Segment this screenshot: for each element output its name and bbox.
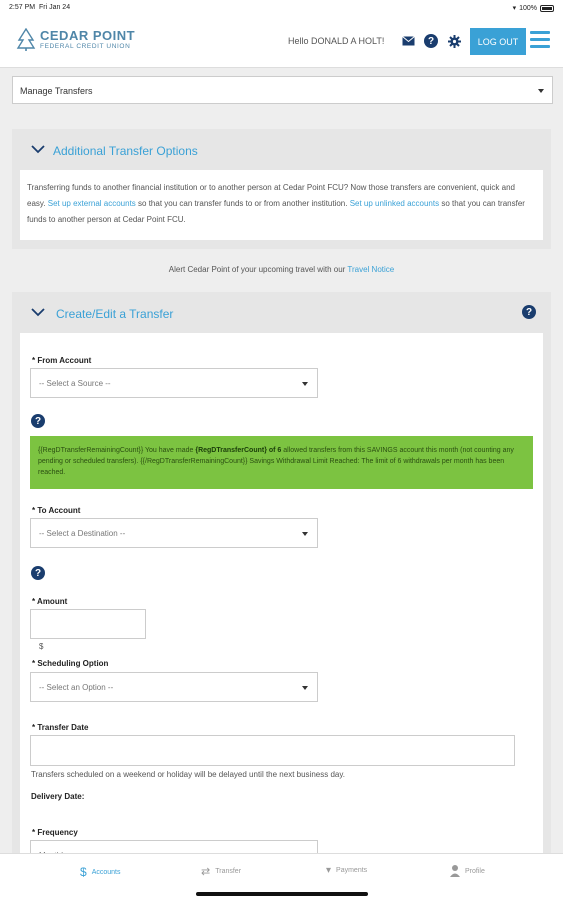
amount-input[interactable]	[30, 609, 146, 639]
tab-transfer-label: Transfer	[215, 868, 242, 875]
tab-accounts[interactable]	[80, 865, 120, 879]
home-indicator[interactable]	[196, 892, 368, 896]
logo[interactable]	[16, 28, 135, 52]
help-icon[interactable]: ?	[424, 34, 438, 48]
gear-icon[interactable]	[447, 34, 461, 48]
transfer-limit-notice: {{RegDTransferRemainingCount}} You have made {RegDTransferCount} of 6 allowed transfers from this SAVINGS account this month (not counting any pending or scheduled transfers). {{/RegDTransferRemainingCount}} Savings Withdrawal Limit Reached: The limit of 6 withdrawals per month has been reached.	[30, 436, 533, 489]
external-accounts-link[interactable]: Set up external accounts	[47, 199, 136, 208]
additional-options-body	[20, 170, 543, 240]
status-bar	[0, 0, 563, 16]
chevron-down-icon	[302, 686, 308, 690]
scheduling-option-placeholder: -- Select an Option --	[39, 683, 114, 692]
help-icon[interactable]: ?	[522, 305, 536, 319]
dollar-icon: $	[80, 865, 87, 879]
transfer-icon: ⇄	[201, 866, 211, 878]
chevron-down-icon	[538, 89, 544, 93]
travel-notice-line: Alert Cedar Point of your upcoming travel with our Travel Notice	[168, 265, 395, 274]
help-icon[interactable]: ?	[31, 566, 45, 580]
chevron-down-icon	[302, 532, 308, 536]
hamburger-menu-icon[interactable]	[530, 31, 550, 51]
amount-label: * Amount	[32, 597, 68, 606]
chevron-down-icon[interactable]	[31, 144, 45, 154]
from-account-select[interactable]	[30, 368, 318, 398]
tab-profile[interactable]	[450, 865, 485, 877]
battery-percent: 100%	[519, 4, 537, 12]
unlinked-accounts-link[interactable]: Set up unlinked accounts	[349, 199, 440, 208]
logo-line1: CEDAR POINT	[40, 28, 136, 43]
chevron-down-icon[interactable]	[31, 307, 45, 317]
mail-icon[interactable]	[401, 34, 415, 48]
payments-icon: ▾	[326, 865, 332, 876]
profile-icon	[450, 865, 460, 877]
battery-icon	[540, 5, 554, 12]
status-right	[513, 4, 554, 12]
transfer-date-input[interactable]	[30, 735, 515, 766]
delivery-date-label: Delivery Date:	[31, 792, 85, 801]
app-header	[0, 16, 563, 68]
additional-options-title[interactable]: Additional Transfer Options	[53, 144, 198, 158]
additional-options-panel	[12, 129, 551, 249]
logo-line2: FEDERAL CREDIT UNION	[40, 43, 131, 50]
tab-accounts-label: Accounts	[91, 868, 121, 876]
help-icon[interactable]: ?	[31, 414, 45, 428]
to-account-placeholder: -- Select a Destination --	[39, 529, 126, 538]
wifi-icon: ▾	[512, 5, 517, 12]
to-account-label: * To Account	[32, 506, 81, 515]
scheduling-option-select[interactable]	[30, 672, 318, 702]
tab-profile-label: Profile	[465, 867, 485, 875]
transfer-date-label: * Transfer Date	[32, 723, 89, 732]
to-account-select[interactable]	[30, 518, 318, 548]
logo-text	[40, 29, 135, 51]
frequency-label: * Frequency	[32, 828, 78, 837]
chevron-down-icon	[302, 382, 308, 386]
logout-button[interactable]: LOG OUT	[470, 28, 526, 55]
tab-payments[interactable]	[326, 865, 367, 876]
manage-transfers-select[interactable]	[12, 76, 553, 104]
travel-notice-link[interactable]: Travel Notice	[347, 265, 395, 274]
from-account-placeholder: -- Select a Source --	[39, 379, 111, 388]
create-edit-title[interactable]: Create/Edit a Transfer	[56, 307, 174, 321]
transfer-date-hint: Transfers scheduled on a weekend or holiday will be delayed until the next business day.	[31, 770, 345, 779]
tab-payments-label: Payments	[336, 867, 368, 874]
greeting: Hello DONALD A HOLT!	[288, 36, 385, 46]
tab-transfer[interactable]	[201, 865, 241, 878]
cedar-logo-icon	[16, 28, 36, 52]
manage-transfers-label: Manage Transfers	[20, 86, 93, 96]
currency-symbol: $	[39, 642, 44, 651]
additional-options-text: Transferring funds to another financial institution or to another person at Cedar Point FCU? Now those transfers are convenient, quick and easy. Set up external accounts so that you can transfer funds to or from another institution. Set up unlinked accounts so that you can transfer funds to another person at Cedar Point FCU.	[27, 183, 525, 224]
scheduling-option-label: * Scheduling Option	[32, 659, 109, 668]
status-time: 2:57 PM Fri Jan 24	[9, 4, 71, 11]
create-edit-body	[20, 333, 543, 862]
from-account-label: * From Account	[32, 356, 92, 365]
